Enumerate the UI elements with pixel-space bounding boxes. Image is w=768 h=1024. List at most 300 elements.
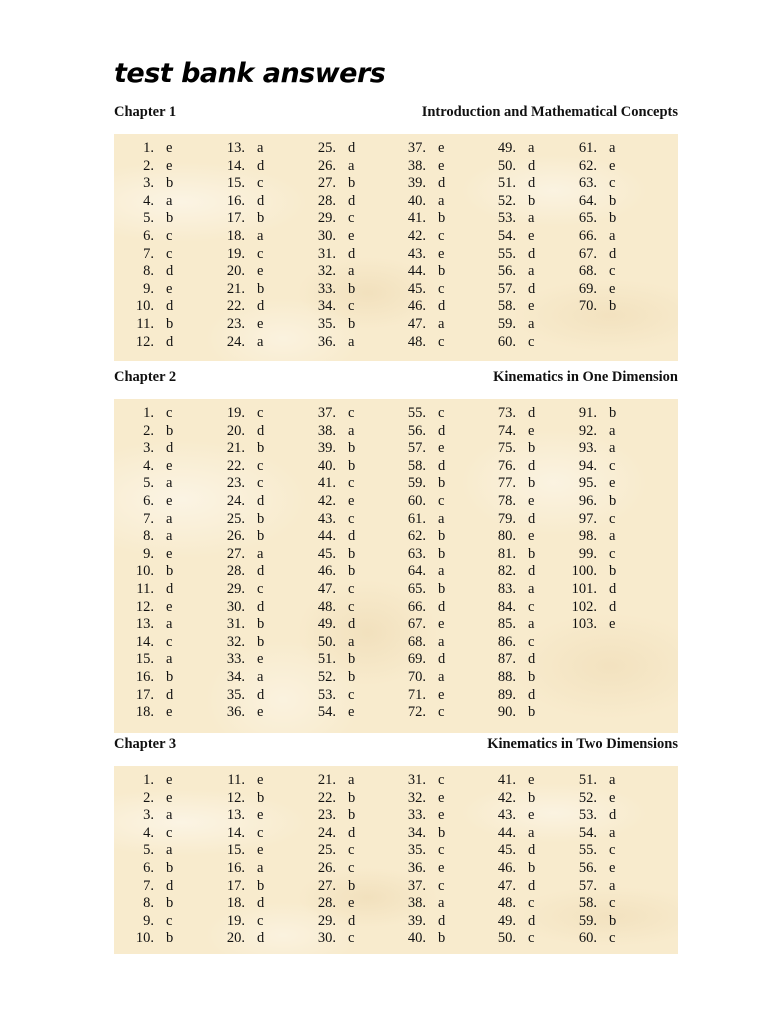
question-number: 48. — [407, 333, 426, 350]
answer-row — [296, 825, 370, 843]
question-number: 32. — [407, 789, 426, 806]
question-number: 41. — [317, 475, 336, 492]
question-number: 9. — [143, 545, 154, 562]
question-number: 46. — [407, 298, 426, 315]
question-number: 51. — [497, 175, 516, 192]
answer-letter: a — [257, 545, 264, 562]
question-number: 7. — [143, 877, 154, 894]
question-number: 6. — [143, 227, 154, 244]
question-number: 61. — [407, 510, 426, 527]
question-number: 1. — [143, 772, 154, 788]
answer-row — [476, 263, 550, 281]
question-number: 3. — [143, 175, 154, 192]
answer-letter: c — [438, 405, 445, 421]
answer-letter: c — [438, 877, 445, 894]
question-number: 25. — [317, 842, 336, 859]
question-number: 59. — [497, 315, 516, 332]
answer-row — [114, 704, 188, 722]
answer-letter: b — [166, 668, 174, 685]
answer-letter: d — [609, 245, 617, 262]
question-number: 68. — [407, 633, 426, 650]
question-number: 24. — [317, 824, 336, 841]
question-number: 53. — [578, 807, 597, 824]
answer-row — [476, 193, 550, 211]
answer-letter: d — [438, 912, 446, 929]
answer-letter: d — [257, 157, 265, 174]
answer-letter: e — [348, 895, 355, 912]
question-number: 29. — [317, 912, 336, 929]
question-number: 58. — [497, 298, 516, 315]
answer-row — [476, 878, 550, 896]
question-number: 20. — [226, 263, 245, 280]
answer-row — [205, 634, 279, 652]
question-number: 35. — [317, 315, 336, 332]
answer-letter: d — [528, 157, 536, 174]
answer-row — [557, 298, 631, 316]
answer-row — [114, 210, 188, 228]
answer-row — [476, 298, 550, 316]
answer-row — [205, 913, 279, 931]
answer-letter: b — [348, 175, 356, 192]
answer-row — [557, 140, 631, 158]
answer-row — [386, 581, 460, 599]
question-number: 70. — [407, 668, 426, 685]
answer-row — [205, 210, 279, 228]
answer-letter: a — [257, 859, 264, 876]
answer-letter: b — [166, 563, 174, 580]
answer-letter: b — [348, 280, 356, 297]
answer-letter: e — [438, 157, 445, 174]
answer-row — [296, 790, 370, 808]
answer-letter: b — [528, 789, 536, 806]
question-number: 38. — [317, 422, 336, 439]
question-number: 37. — [317, 405, 336, 421]
question-number: 19. — [226, 912, 245, 929]
question-number: 6. — [143, 859, 154, 876]
question-number: 78. — [497, 492, 516, 509]
answer-letter: d — [348, 528, 356, 545]
answer-row — [114, 860, 188, 878]
question-number: 62. — [578, 157, 597, 174]
answer-letter: c — [528, 895, 535, 912]
answer-letter: c — [438, 842, 445, 859]
answer-row — [476, 930, 550, 948]
answer-row — [386, 334, 460, 352]
question-number: 11. — [136, 580, 154, 597]
answer-letter: e — [166, 772, 173, 788]
answer-letter: a — [609, 877, 616, 894]
answer-letter: b — [528, 440, 536, 457]
answer-letter: b — [257, 633, 265, 650]
question-number: 1. — [143, 405, 154, 421]
answer-row — [205, 405, 279, 423]
answer-letter: b — [609, 210, 617, 227]
answer-letter: a — [528, 140, 535, 156]
answer-row — [205, 687, 279, 705]
question-number: 90. — [497, 704, 516, 721]
answer-row — [114, 158, 188, 176]
answer-row — [205, 334, 279, 352]
answer-letter: c — [348, 510, 355, 527]
question-number: 21. — [226, 280, 245, 297]
answer-letter: e — [438, 616, 445, 633]
answer-letter: e — [438, 245, 445, 262]
answer-row — [557, 860, 631, 878]
chapter-2-section — [114, 369, 678, 733]
answer-row — [386, 316, 460, 334]
question-number: 41. — [407, 210, 426, 227]
question-number: 25. — [226, 510, 245, 527]
answer-row — [205, 704, 279, 722]
question-number: 13. — [226, 807, 245, 824]
answer-row — [386, 913, 460, 931]
answer-letter: a — [348, 333, 355, 350]
answer-letter: d — [257, 422, 265, 439]
question-number: 33. — [317, 280, 336, 297]
answer-row — [114, 298, 188, 316]
answer-row — [557, 158, 631, 176]
answer-letter: e — [257, 772, 264, 788]
question-number: 55. — [578, 842, 597, 859]
answer-letter: e — [438, 140, 445, 156]
answer-letter: e — [257, 807, 264, 824]
question-number: 72. — [407, 704, 426, 721]
answer-letter: c — [609, 895, 616, 912]
answer-letter: a — [438, 192, 445, 209]
answer-row — [296, 440, 370, 458]
answer-row — [476, 475, 550, 493]
chapter-label: Chapter 2 — [114, 369, 177, 385]
answer-row — [296, 140, 370, 158]
question-number: 55. — [407, 405, 426, 421]
question-number: 44. — [497, 824, 516, 841]
answer-row — [386, 228, 460, 246]
answer-letter: a — [348, 422, 355, 439]
answer-row — [205, 651, 279, 669]
question-number: 52. — [578, 789, 597, 806]
answer-letter: d — [528, 510, 536, 527]
question-number: 47. — [317, 580, 336, 597]
answer-row — [386, 807, 460, 825]
question-number: 38. — [407, 157, 426, 174]
question-number: 40. — [407, 930, 426, 947]
answer-letter: d — [348, 245, 356, 262]
answer-letter: e — [609, 859, 616, 876]
question-number: 44. — [407, 263, 426, 280]
answer-row — [557, 842, 631, 860]
answer-row — [296, 175, 370, 193]
answer-letter: d — [528, 651, 536, 668]
answer-letter: b — [348, 807, 356, 824]
question-number: 67. — [578, 245, 597, 262]
answer-row — [557, 616, 631, 634]
question-number: 56. — [497, 263, 516, 280]
question-number: 24. — [226, 492, 245, 509]
answer-row — [296, 687, 370, 705]
answer-letter: e — [438, 807, 445, 824]
question-number: 54. — [578, 824, 597, 841]
question-number: 29. — [226, 580, 245, 597]
answer-letter: d — [438, 457, 446, 474]
answer-row — [296, 458, 370, 476]
question-number: 42. — [317, 492, 336, 509]
answer-letter: d — [528, 686, 536, 703]
question-number: 50. — [317, 633, 336, 650]
answer-row — [114, 651, 188, 669]
answer-row — [557, 546, 631, 564]
answer-row — [296, 511, 370, 529]
answer-column — [296, 405, 370, 722]
answer-letter: e — [438, 789, 445, 806]
chapter-label: Chapter 3 — [114, 736, 177, 752]
answer-row — [205, 669, 279, 687]
answer-letter: b — [438, 475, 446, 492]
answer-letter: b — [609, 405, 617, 421]
answer-row — [205, 616, 279, 634]
answer-row — [296, 581, 370, 599]
answer-letter: e — [609, 157, 616, 174]
answer-row — [386, 528, 460, 546]
answer-row — [114, 878, 188, 896]
question-number: 101. — [571, 580, 597, 597]
question-number: 17. — [226, 210, 245, 227]
answer-row — [205, 423, 279, 441]
question-number: 32. — [226, 633, 245, 650]
question-number: 95. — [578, 475, 597, 492]
answer-row — [557, 475, 631, 493]
answer-row — [386, 281, 460, 299]
answer-row — [386, 825, 460, 843]
question-number: 32. — [317, 263, 336, 280]
answer-letter: e — [166, 140, 173, 156]
answer-letter: c — [166, 405, 173, 421]
answer-letter: e — [257, 263, 264, 280]
answer-letter: b — [438, 528, 446, 545]
answer-row — [557, 228, 631, 246]
answer-row — [476, 316, 550, 334]
question-number: 57. — [497, 280, 516, 297]
question-number: 15. — [135, 651, 154, 668]
answer-letter: d — [348, 192, 356, 209]
answer-row — [205, 581, 279, 599]
answer-letter: d — [528, 877, 536, 894]
answer-letter: a — [166, 651, 173, 668]
question-number: 76. — [497, 457, 516, 474]
question-number: 17. — [135, 686, 154, 703]
answer-letter: c — [257, 912, 264, 929]
question-number: 27. — [226, 545, 245, 562]
question-number: 33. — [226, 651, 245, 668]
question-number: 50. — [497, 930, 516, 947]
question-number: 12. — [135, 598, 154, 615]
answer-column — [386, 140, 460, 351]
question-number: 53. — [497, 210, 516, 227]
answer-row — [114, 281, 188, 299]
answer-letter: b — [609, 563, 617, 580]
answer-letter: d — [166, 333, 174, 350]
answer-letter: e — [257, 651, 264, 668]
question-number: 16. — [135, 668, 154, 685]
answer-letter: b — [438, 210, 446, 227]
answer-row — [114, 634, 188, 652]
answer-letter: d — [609, 807, 617, 824]
answer-row — [296, 423, 370, 441]
answer-row — [114, 263, 188, 281]
answer-letter: a — [257, 333, 264, 350]
answer-letter: e — [438, 859, 445, 876]
answer-column — [296, 772, 370, 948]
question-number: 1. — [143, 140, 154, 156]
answer-letter: c — [166, 227, 173, 244]
answer-letter: a — [348, 772, 355, 788]
answer-row — [476, 790, 550, 808]
question-number: 15. — [226, 175, 245, 192]
answer-row — [296, 298, 370, 316]
answer-column — [296, 140, 370, 351]
answer-row — [114, 842, 188, 860]
answer-row — [476, 634, 550, 652]
answer-letter: c — [528, 930, 535, 947]
answer-row — [557, 825, 631, 843]
answer-row — [296, 316, 370, 334]
answer-letter: d — [257, 563, 265, 580]
question-number: 45. — [497, 842, 516, 859]
question-number: 35. — [226, 686, 245, 703]
answer-letter: b — [257, 789, 265, 806]
answer-row — [205, 772, 279, 790]
answer-row — [557, 913, 631, 931]
question-number: 49. — [497, 140, 516, 156]
question-number: 8. — [143, 263, 154, 280]
answer-row — [476, 528, 550, 546]
answer-row — [476, 704, 550, 722]
answer-row — [386, 158, 460, 176]
answer-letter: c — [166, 912, 173, 929]
answer-letter: e — [609, 475, 616, 492]
answer-letter: d — [528, 912, 536, 929]
question-number: 58. — [578, 895, 597, 912]
question-number: 65. — [578, 210, 597, 227]
answer-letter: e — [257, 315, 264, 332]
question-number: 21. — [226, 440, 245, 457]
question-number: 11. — [227, 772, 245, 788]
answer-column — [205, 405, 279, 722]
question-number: 98. — [578, 528, 597, 545]
chapter-subtitle: Introduction and Mathematical Concepts — [421, 104, 678, 120]
question-number: 81. — [497, 545, 516, 562]
question-number: 10. — [135, 298, 154, 315]
answer-column — [476, 140, 550, 351]
answer-letter: a — [257, 668, 264, 685]
answer-row — [476, 440, 550, 458]
question-number: 4. — [143, 192, 154, 209]
question-number: 31. — [407, 772, 426, 788]
answer-letter: d — [348, 140, 356, 156]
question-number: 2. — [143, 789, 154, 806]
question-number: 51. — [317, 651, 336, 668]
question-number: 33. — [407, 807, 426, 824]
answer-letter: a — [348, 157, 355, 174]
answer-column — [114, 405, 188, 722]
answer-letter: d — [257, 895, 265, 912]
answer-letter: c — [348, 580, 355, 597]
answer-row — [476, 423, 550, 441]
answer-letter: b — [166, 422, 174, 439]
answer-row — [476, 546, 550, 564]
answer-letter: a — [609, 824, 616, 841]
answer-letter: c — [348, 598, 355, 615]
question-number: 36. — [407, 859, 426, 876]
answer-row — [386, 440, 460, 458]
answer-letter: c — [438, 280, 445, 297]
answer-row — [476, 807, 550, 825]
answer-letter: e — [609, 789, 616, 806]
answer-letter: c — [348, 405, 355, 421]
answer-row — [114, 475, 188, 493]
question-number: 99. — [578, 545, 597, 562]
answer-row — [476, 772, 550, 790]
answer-row — [557, 930, 631, 948]
question-number: 40. — [317, 457, 336, 474]
question-number: 102. — [571, 598, 597, 615]
question-number: 22. — [226, 298, 245, 315]
question-number: 26. — [317, 859, 336, 876]
chapter-1-section — [114, 104, 678, 361]
answer-row — [386, 546, 460, 564]
question-number: 24. — [226, 333, 245, 350]
question-number: 30. — [317, 930, 336, 947]
question-number: 73. — [497, 405, 516, 421]
answer-row — [386, 175, 460, 193]
answer-row — [476, 599, 550, 617]
answer-letter: b — [348, 668, 356, 685]
answer-row — [296, 913, 370, 931]
question-number: 23. — [226, 315, 245, 332]
answer-row — [557, 790, 631, 808]
answer-row — [296, 528, 370, 546]
answer-column — [557, 405, 631, 634]
question-number: 23. — [317, 807, 336, 824]
answer-letter: d — [528, 175, 536, 192]
answer-letter: c — [348, 859, 355, 876]
question-number: 51. — [578, 772, 597, 788]
answer-column — [386, 405, 460, 722]
answer-letter: d — [609, 580, 617, 597]
answer-letter: d — [528, 280, 536, 297]
question-number: 75. — [497, 440, 516, 457]
answer-row — [205, 790, 279, 808]
answer-letter: a — [166, 510, 173, 527]
answer-letter: e — [528, 227, 535, 244]
answer-letter: d — [257, 298, 265, 315]
question-number: 48. — [317, 598, 336, 615]
question-number: 97. — [578, 510, 597, 527]
question-number: 46. — [497, 859, 516, 876]
answer-row — [114, 669, 188, 687]
answer-letter: a — [166, 616, 173, 633]
answer-row — [296, 228, 370, 246]
question-number: 87. — [497, 651, 516, 668]
answer-row — [296, 246, 370, 264]
answer-row — [386, 842, 460, 860]
answer-row — [205, 528, 279, 546]
answer-row — [386, 687, 460, 705]
question-number: 54. — [497, 227, 516, 244]
answer-row — [296, 263, 370, 281]
answer-letter: b — [438, 545, 446, 562]
question-number: 13. — [226, 140, 245, 156]
answer-row — [205, 458, 279, 476]
